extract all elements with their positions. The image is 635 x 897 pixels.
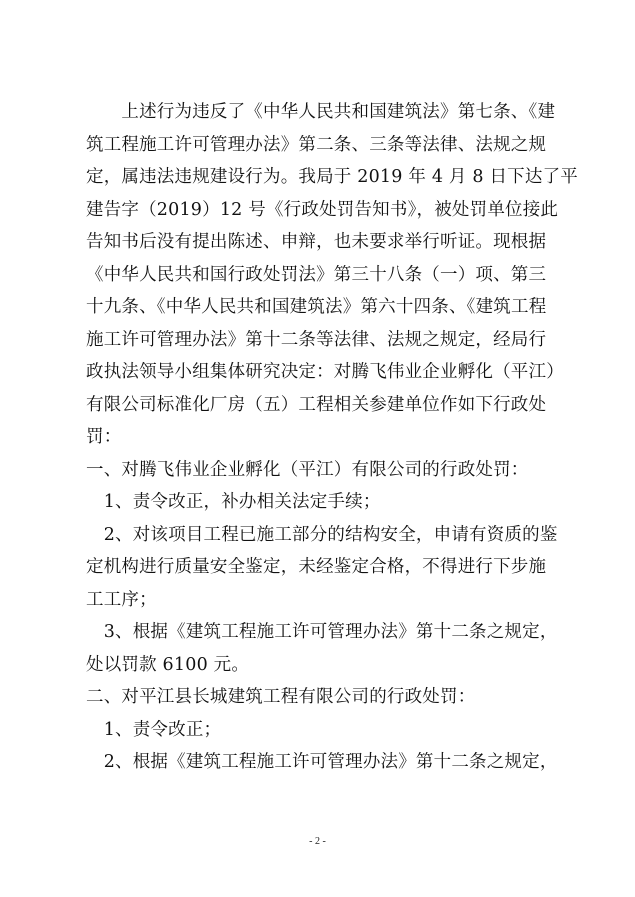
section-heading-1: 一、对腾飞伟业企业孵化（平江）有限公司的行政处罚：	[86, 459, 529, 480]
text-line: 告知书后没有提出陈述、申辩，也未要求举行听证。现根据	[86, 232, 547, 252]
text-line: 施工许可管理办法》第十二条等法律、法规之规定，经局行	[86, 329, 547, 350]
text-line: 建告字（2019）12 号《行政处罚告知书》，被处罚单位接此	[86, 199, 559, 220]
list-item: 3、根据《建筑工程施工许可管理办法》第十二条之规定，	[86, 622, 558, 642]
list-item: 2、根据《建筑工程施工许可管理办法》第十二条之规定，	[86, 752, 558, 772]
text-line: 上述行为违反了《中华人民共和国建筑法》第七条、《建	[86, 102, 556, 122]
document-body	[86, 96, 578, 779]
list-item: 1、责令改正；	[86, 719, 222, 740]
text-line: 政执法领导小组集体研究决定：对腾飞伟业企业孵化（平江）	[86, 362, 564, 382]
list-item-continuation: 处以罚款 6100 元。	[86, 654, 250, 675]
text-line: 定，属违法违规建设行为。我局于 2019 年 4 月 8 日下达了平	[86, 167, 578, 187]
text-line: 《中华人民共和国行政处罚法》第三十八条（一）项、第三	[86, 264, 547, 285]
list-item-continuation: 工工序；	[86, 589, 157, 610]
list-item: 2、对该项目工程已施工部分的结构安全，申请有资质的鉴	[86, 524, 558, 545]
page-number: - 2 -	[309, 836, 326, 847]
text-line: 有限公司标准化厂房（五）工程相关参建单位作如下行政处	[86, 394, 547, 415]
section-heading-2: 二、对平江县长城建筑工程有限公司的行政处罚：	[86, 687, 476, 707]
list-item-continuation: 定机构进行质量安全鉴定，未经鉴定合格，不得进行下步施	[86, 557, 547, 577]
text-line: 十九条、《中华人民共和国建筑法》第六十四条、《建筑工程	[86, 297, 547, 317]
text-line: 罚：	[86, 427, 122, 447]
text-line: 筑工程施工许可管理办法》第二条、三条等法律、法规之规	[86, 134, 547, 155]
list-item: 1、责令改正，补办相关法定手续；	[86, 492, 381, 512]
